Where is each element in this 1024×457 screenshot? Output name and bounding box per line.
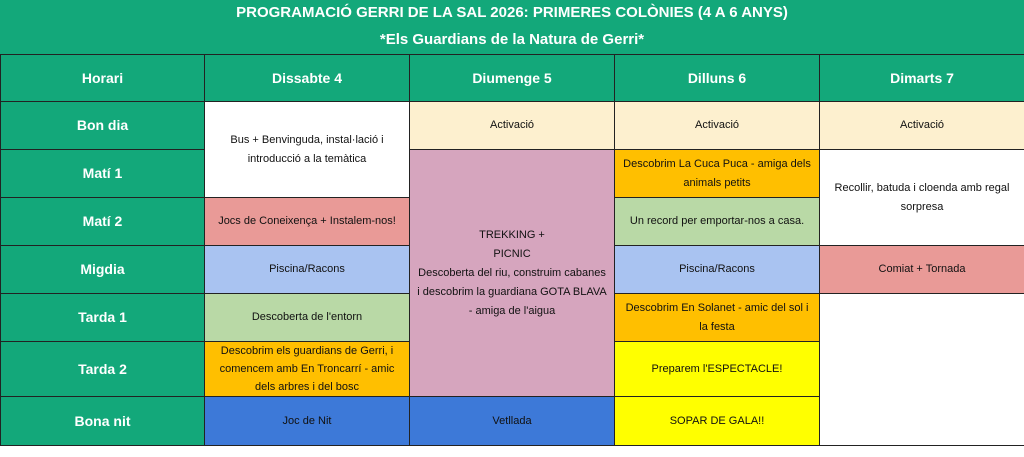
cell-dissabte-nit: Joc de Nit: [205, 397, 410, 446]
row-header-bona-nit: Bona nit: [1, 397, 205, 446]
cell-dimarts-recollir: Recollir, batuda i cloenda amb regal sorpresa: [820, 150, 1024, 246]
trekking-description: Descoberta del riu, construim cabanes i descobrim la guardiana GOTA BLAVA - amiga de l'aigua: [417, 266, 607, 317]
column-header-dilluns: Dilluns 6: [615, 55, 820, 102]
column-header-horari: Horari: [1, 55, 205, 102]
row-header-migdia: Migdia: [1, 246, 205, 294]
column-header-dimarts: Dimarts 7: [820, 55, 1024, 102]
table-row: [1, 150, 1024, 198]
cell-dissabte-jocs: Jocs de Coneixença + Instalem-nos!: [205, 198, 410, 246]
table-row: [1, 102, 1024, 150]
cell-dilluns-piscina: Piscina/Racons: [615, 246, 820, 294]
cell-dissabte-guardians: Descobrim els guardians de Gerri, i comencem amb En Troncarrí - amic dels arbres i del bosc: [205, 342, 410, 397]
row-header-bon-dia: Bon dia: [1, 102, 205, 150]
page-subtitle: *Els Guardians de la Natura de Gerri*: [379, 31, 645, 48]
cell-dilluns-espectacle: Preparem l'ESPECTACLE!: [615, 342, 820, 397]
cell-dissabte-piscina: Piscina/Racons: [205, 246, 410, 294]
cell-dilluns-sopar: SOPAR DE GALA!!: [615, 397, 820, 446]
header-row: [1, 55, 1024, 102]
schedule-table: [0, 54, 1024, 446]
page-title: PROGRAMACIÓ GERRI DE LA SAL 2026: PRIMERES COLÒNIES (4 A 6 ANYS): [236, 4, 788, 21]
row-header-tarda-1: Tarda 1: [1, 294, 205, 342]
row-header-mati-1: Matí 1: [1, 150, 205, 198]
cell-dilluns-activacio: Activació: [615, 102, 820, 150]
cell-diumenge-vetllada: Vetllada: [410, 397, 615, 446]
trekking-title: TREKKING + PICNIC: [479, 228, 545, 260]
cell-dimarts-comiat: Comiat + Tornada: [820, 246, 1024, 294]
cell-dimarts-activacio: Activació: [820, 102, 1024, 150]
cell-diumenge-activacio: Activació: [410, 102, 615, 150]
cell-dissabte-bus: Bus + Benvinguda, instal·lació i introducció a la temàtica: [205, 102, 410, 198]
column-header-dissabte: Dissabte 4: [205, 55, 410, 102]
row-header-mati-2: Matí 2: [1, 198, 205, 246]
row-header-tarda-2: Tarda 2: [1, 342, 205, 397]
column-header-diumenge: Diumenge 5: [410, 55, 615, 102]
cell-dilluns-solanet: Descobrim En Solanet - amic del sol i la festa: [615, 294, 820, 342]
cell-diumenge-trekking: [410, 150, 615, 397]
cell-dilluns-record: Un record per emportar-nos a casa.: [615, 198, 820, 246]
cell-dilluns-cuca: Descobrim La Cuca Puca - amiga dels animals petits: [615, 150, 820, 198]
cell-dissabte-entorn: Descoberta de l'entorn: [205, 294, 410, 342]
cell-dimarts-empty: [820, 294, 1024, 446]
